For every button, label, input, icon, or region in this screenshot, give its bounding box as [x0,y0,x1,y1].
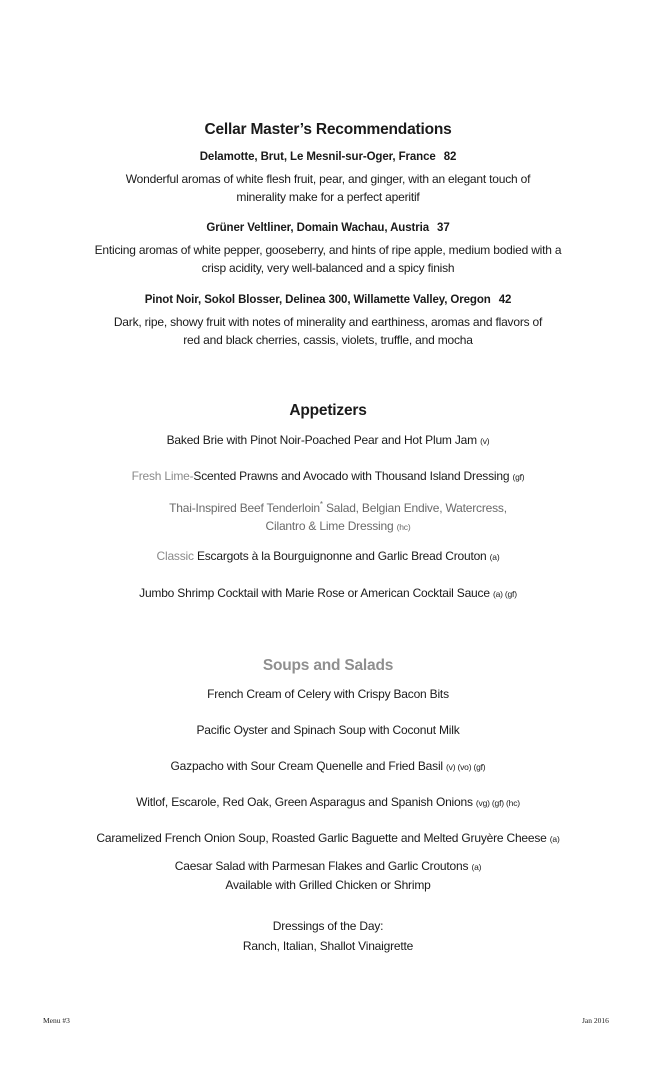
dietary-tag: (vg) (gf) (hc) [475,798,520,808]
item-prefix: Classic [156,549,197,563]
wine-name-1 [0,151,656,163]
soups-title: Soups and Salads [262,657,394,674]
appetizers-title: Appetizers [289,402,367,419]
appetizer-item [0,431,656,450]
wine-description-2 [0,241,656,277]
appetizer-item [0,584,656,603]
dietary-tag: (v) (vo) (gf) [446,762,486,772]
wine-description-line: minerality make for a perfect aperitif [236,190,420,204]
soup-item [0,721,656,739]
dietary-tag: (gf) [512,472,525,482]
dressings-block [0,917,656,955]
dietary-tag: (a) (gf) [492,589,517,599]
wine-description-1 [0,170,656,206]
soup-item [0,829,656,848]
menu-number: Menu #3 [43,1016,70,1025]
item-text: Gazpacho with Sour Cream Quenelle and Fried Basil [170,759,443,773]
asterisk-mark: * [319,500,323,509]
appetizer-item [10,499,656,536]
wine-description-line: Wonderful aromas of white flesh fruit, pear, and ginger, with an elegant touch of [125,172,531,186]
wine-description-line: crisp acidity, very well-balanced and a spicy finish [201,261,455,275]
wine-description-line: Dark, ripe, showy fruit with notes of minerality and earthiness, aromas and flavors of [113,315,543,329]
soup-item [0,685,656,703]
soup-item [0,857,656,894]
wine-description-line: red and black cherries, cassis, violets, truffle, and mocha [183,333,473,347]
menu-date: Jan 2016 [582,1016,609,1025]
wine-name-text: Delamotte, Brut, Le Mesnil-sur-Oger, France [199,151,436,163]
wine-price: 37 [437,222,450,234]
item-text: Thai-Inspired Beef Tenderloin [169,501,320,515]
item-text: Caesar Salad with Parmesan Flakes and Garlic Croutons [174,859,469,873]
dietary-tag: (a) [489,552,500,562]
wine-description-3 [0,313,656,349]
item-text: French Cream of Celery with Crispy Bacon Bits [207,687,449,701]
item-text: Salad, Belgian Endive, Watercress, [322,501,507,515]
dietary-tag: (hc) [396,522,411,532]
appetizer-item [0,467,656,486]
wine-name-text: Pinot Noir, Sokol Blosser, Delinea 300, Willamette Valley, Oregon [144,294,491,306]
soup-item [0,793,656,812]
item-text: Baked Brie with Pinot Noir-Poached Pear and Hot Plum Jam [166,433,477,447]
item-text: Scented Prawns and Avocado with Thousand Island Dressing [193,469,510,483]
item-text: Pacific Oyster and Spinach Soup with Coconut Milk [196,723,460,737]
item-text: Caramelized French Onion Soup, Roasted Garlic Baguette and Melted Gruyère Cheese [96,831,547,845]
dressings-values: Ranch, Italian, Shallot Vinaigrette [242,939,414,953]
dressings-label: Dressings of the Day: [272,919,384,933]
appetizer-item [0,547,656,566]
wine-price: 42 [498,294,512,306]
wine-name-3 [0,294,656,306]
cellar-title: Cellar Master’s Recommendations [204,121,452,138]
wine-description-line: Enticing aromas of white pepper, gooseberry, and hints of ripe apple, medium bodied with a [94,243,562,257]
item-text: Escargots à la Bourguignonne and Garlic Bread Crouton [196,549,487,563]
item-text: Jumbo Shrimp Cocktail with Marie Rose or American Cocktail Sauce [139,586,490,600]
dietary-tag: (v) [480,436,490,446]
wine-name-text: Grüner Veltliner, Domain Wachau, Austria [206,222,430,234]
soup-item [0,757,656,776]
item-text: Cilantro & Lime Dressing [265,519,394,533]
dietary-tag: (a) [549,834,560,844]
item-note: Available with Grilled Chicken or Shrimp [225,878,431,892]
wine-name-2 [0,222,656,234]
item-text: Witlof, Escarole, Red Oak, Green Asparagus and Spanish Onions [136,795,473,809]
item-prefix: Fresh Lime- [131,469,194,483]
dietary-tag: (a) [471,862,482,872]
wine-price: 82 [443,151,457,163]
